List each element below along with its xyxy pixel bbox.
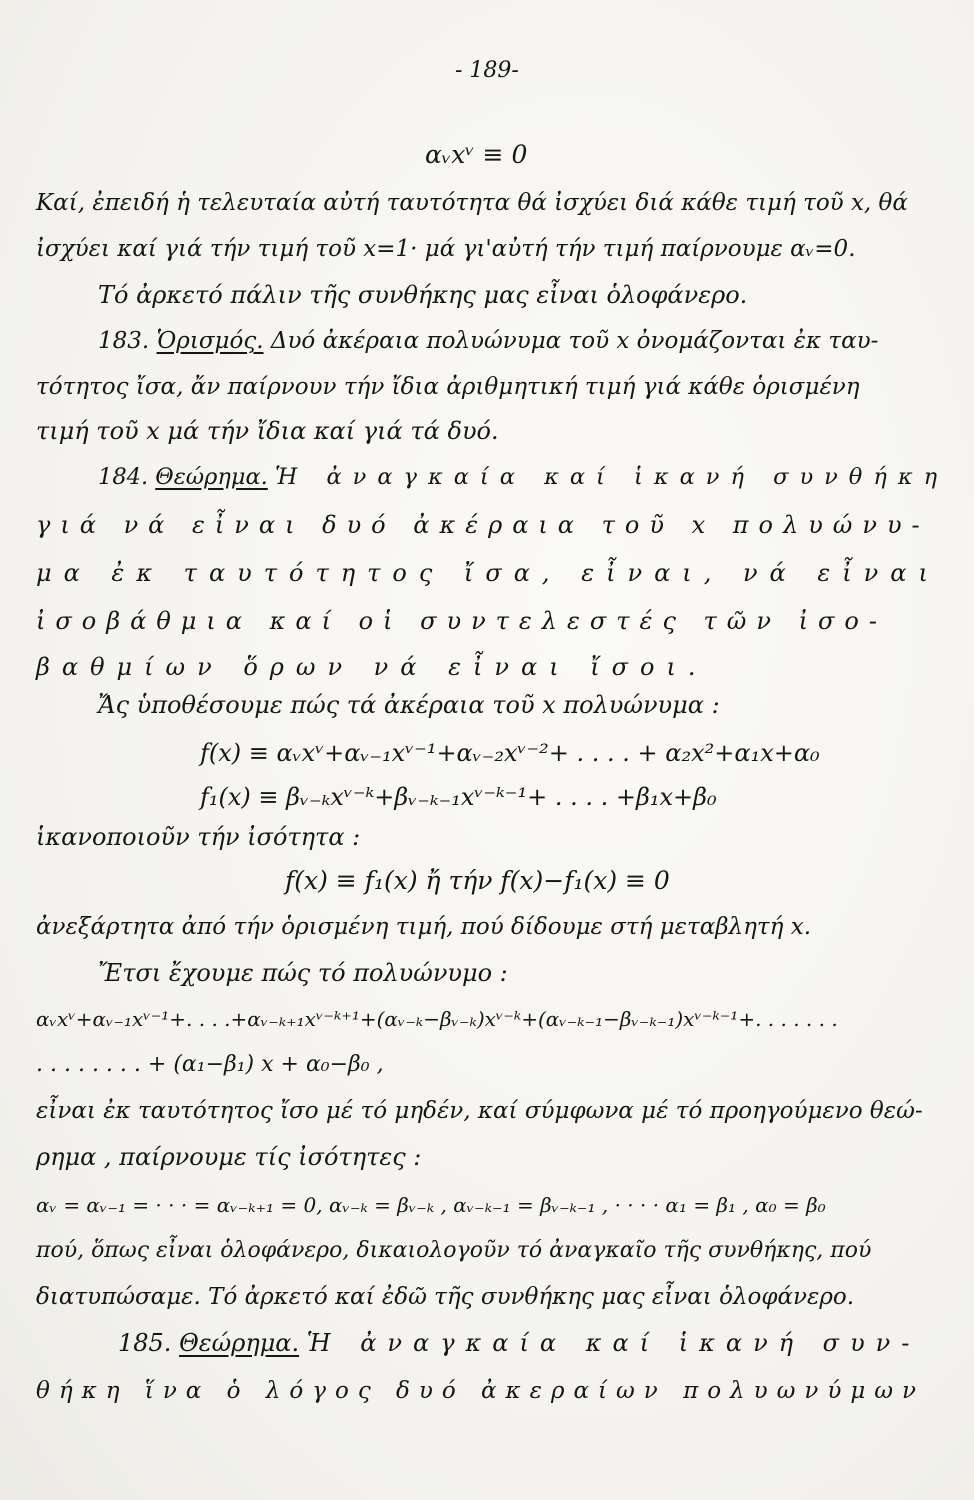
equation-f1: f₁(x) ≡ βᵥ₋ₖxᵛ⁻ᵏ+βᵥ₋ₖ₋₁xᵛ⁻ᵏ⁻¹+ . . . . +β₁x+β₀ [200,783,717,811]
section-number: 185. [118,1329,172,1357]
text-line: ἀνεξάρτητα ἀπό τήν ὁρισμένη τιμή, πού δίδουμε στή μεταβλητή x. [36,914,812,940]
definition-183 [98,326,878,356]
theorem-line: θήκη ἵνα ὁ λόγος δυό ἀκεραίων πολυωνύμων [36,1378,925,1404]
theorem-line: ἰσοβάθμια καί οἱ συντελεστές τῶν ἰσο- [36,607,887,635]
theorem-heading: Θεώρημα. [155,464,268,490]
text-line: διατυπώσαμε. Τό ἀρκετό καί ἐδῶ τῆς συνθήκης μας εἶναι ὁλοφάνερο. [36,1284,855,1310]
theorem-line: βαθμίων ὅρων νά εἶναι ἴσοι. [36,653,708,681]
section-number: 184. [98,464,149,490]
text-line: πού, ὅπως εἶναι ὁλοφάνερο, δικαιολογοῦν τό ἀναγκαῖο τῆς συνθήκης, πού [36,1238,872,1263]
text-line: ἱκανοποιοῦν τήν ἰσότητα : [36,823,361,851]
theorem-text: Ἡ ἀναγκαία καί ἱκανή συνθήκη [274,464,949,490]
definition-text: Δυό ἀκέραια πολυώνυμα τοῦ x ὀνομάζονται ἐκ ταυ- [270,328,879,354]
text-line: ἰσχύει καί γιά τήν τιμή τοῦ x=1· μά γι'αὐτή τήν τιμή παίρνουμε αᵥ=0. [36,236,856,262]
equation-equalities: αᵥ = αᵥ₋₁ = · · · = αᵥ₋ₖ₊₁ = 0, αᵥ₋ₖ = βᵥ₋ₖ , αᵥ₋ₖ₋₁ = βᵥ₋ₖ₋₁ , · · · · α₁ = β₁ , α₀ = β₀ [36,1193,826,1217]
theorem-heading: Θεώρημα. [179,1329,300,1357]
text-line: Ἄς ὑποθέσουμε πώς τά ἀκέραια τοῦ x πολυώνυμα : [98,691,720,719]
theorem-line: μα ἐκ ταυτότητος ἴσα, εἶναι, νά εἶναι [36,559,940,587]
definition-heading: Ὁρισμός. [156,328,264,354]
theorem-184 [98,462,948,492]
theorem-line: γιά νά εἶναι δυό ἀκέραια τοῦ x πολυώνυ- [36,511,930,539]
text-line: Καί, ἐπειδή ἡ τελευταία αὐτή ταυτότητα θά ἰσχύει διά κάθε τιμή τοῦ x, θά [36,190,908,216]
text-line: τιμή τοῦ x μά τήν ἴδια καί γιά τά δυό. [36,417,499,445]
section-number: 183. [98,328,150,354]
theorem-185 [118,1328,920,1358]
text-line: εἶναι ἐκ ταυτότητος ἴσο μέ τό μηδέν, καί σύμφωνα μέ τό προηγούμενο θεώ- [36,1098,923,1124]
equation-difference: αᵥxᵛ+αᵥ₋₁xᵛ⁻¹+. . . .+αᵥ₋ₖ₊₁xᵛ⁻ᵏ⁺¹+(αᵥ₋ₖ−βᵥ₋ₖ)xᵛ⁻ᵏ+(αᵥ₋ₖ₋₁−βᵥ₋ₖ₋₁)xᵛ⁻ᵏ⁻¹+. . . . . . . [36,1007,838,1031]
text-line: Τό ἀρκετό πάλιν τῆς συνθήκης μας εἶναι ὁλοφάνερο. [98,281,748,309]
equation-difference-cont: . . . . . . . . + (α₁−β₁) x + α₀−β₀ , [36,1052,384,1077]
text-line: τότητος ἴσα, ἄν παίρνουν τήν ἴδια ἀριθμητική τιμή γιά κάθε ὁρισμένη [36,374,860,400]
theorem-text: Ἡ ἀναγκαία καί ἱκανή συν- [306,1329,921,1357]
equation-identity: f(x) ≡ f₁(x) ἤ τήν f(x)−f₁(x) ≡ 0 [285,866,670,895]
text-line: Ἔτσι ἔχουμε πώς τό πολυώνυμο : [98,959,508,987]
equation-leading-term: αᵥxᵛ ≡ 0 [425,140,528,169]
page-number: - 189- [455,58,519,83]
equation-f: f(x) ≡ αᵥxᵛ+αᵥ₋₁xᵛ⁻¹+αᵥ₋₂xᵛ⁻²+ . . . . + α₂x²+α₁x+α₀ [200,739,820,767]
text-line: ρημα , παίρνουμε τίς ἰσότητες : [36,1143,422,1171]
